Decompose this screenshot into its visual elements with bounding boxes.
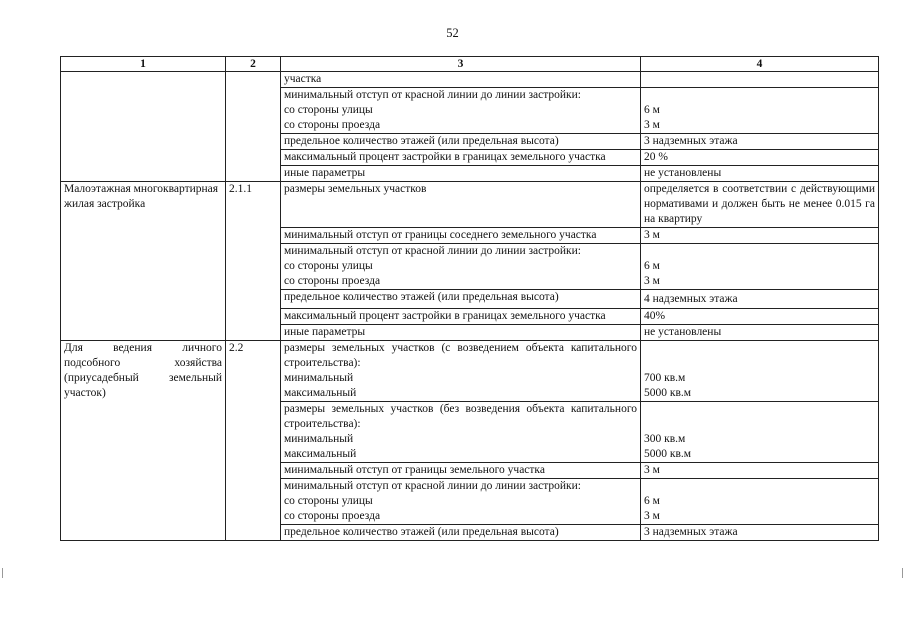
value-cell: не установлены	[641, 166, 879, 182]
parameter-cell: минимальный отступ от границы соседнего земельного участка	[281, 228, 641, 244]
parameter-cell: предельное количество этажей (или предельная высота)	[281, 525, 641, 541]
parameter-line: максимальный	[284, 387, 357, 399]
value-cell	[641, 402, 879, 463]
scan-edge-mark	[2, 568, 3, 578]
parameter-line: минимальный	[284, 433, 354, 445]
value-cell	[641, 72, 879, 88]
parameter-line: минимальный отступ от красной линии до линии застройки:	[284, 89, 581, 101]
parameter-cell	[281, 479, 641, 525]
parameter-line: размеры земельных участков (без возведения объекта капитального строительства):	[284, 403, 637, 430]
use-type-cell: Для ведения личного подсобного хозяйства (приусадебный земельный участок)	[61, 341, 226, 541]
value-cell	[641, 88, 879, 134]
value-cell	[641, 341, 879, 402]
value-line: 6 м	[644, 260, 660, 272]
value-line: 3 м	[644, 119, 660, 131]
value-cell: 3 м	[641, 228, 879, 244]
value-line: 700 кв.м	[644, 372, 686, 384]
value-cell: 3 надземных этажа	[641, 134, 879, 150]
value-cell: 4 надземных этажа	[641, 290, 879, 309]
parameter-cell: иные параметры	[281, 325, 641, 341]
table-row	[61, 72, 879, 88]
parameter-line: со стороны проезда	[284, 275, 381, 287]
value-cell: 40%	[641, 309, 879, 325]
parameter-cell: предельное количество этажей (или предельная высота)	[281, 290, 641, 309]
parameter-cell	[281, 402, 641, 463]
code-cell	[226, 72, 281, 182]
column-header: 3	[281, 57, 641, 72]
parameter-cell: минимальный отступ от границы земельного участка	[281, 463, 641, 479]
value-cell: 20 %	[641, 150, 879, 166]
table-header-row	[61, 57, 879, 72]
value-cell	[641, 244, 879, 290]
value-line: 3 м	[644, 275, 660, 287]
value-cell: 3 м	[641, 463, 879, 479]
parameter-line: со стороны улицы	[284, 260, 373, 272]
code-cell: 2.1.1	[226, 182, 281, 341]
parameter-cell: размеры земельных участков	[281, 182, 641, 228]
column-header: 2	[226, 57, 281, 72]
column-header: 1	[61, 57, 226, 72]
page-number: 52	[446, 26, 459, 40]
parameter-line: минимальный отступ от красной линии до линии застройки:	[284, 245, 581, 257]
parameter-cell	[281, 88, 641, 134]
value-line: 3 м	[644, 510, 660, 522]
parameter-line: максимальный	[284, 448, 357, 460]
parameter-cell	[281, 244, 641, 290]
value-cell: 3 надземных этажа	[641, 525, 879, 541]
table-row	[61, 341, 879, 402]
value-line: 6 м	[644, 495, 660, 507]
parameter-line: размеры земельных участков (с возведением объекта капитального строительства):	[284, 342, 637, 369]
value-line: 5000 кв.м	[644, 387, 692, 399]
parameter-cell	[281, 341, 641, 402]
parameter-cell: максимальный процент застройки в границах земельного участка	[281, 150, 641, 166]
value-line: 5000 кв.м	[644, 448, 692, 460]
parameter-line: со стороны проезда	[284, 119, 381, 131]
parameter-line: со стороны улицы	[284, 495, 373, 507]
parameter-cell: максимальный процент застройки в границах земельного участка	[281, 309, 641, 325]
parameter-line: со стороны проезда	[284, 510, 381, 522]
value-cell: определяется в соответствии с действующими нормативами и должен быть не менее 0.015 га на квартиру	[641, 182, 879, 228]
parameter-line: со стороны улицы	[284, 104, 373, 116]
parameter-cell: предельное количество этажей (или предельная высота)	[281, 134, 641, 150]
value-line: 300 кв.м	[644, 433, 686, 445]
value-line: 6 м	[644, 104, 660, 116]
land-use-parameters-table	[60, 56, 879, 541]
value-cell	[641, 479, 879, 525]
value-cell: не установлены	[641, 325, 879, 341]
parameter-cell: участка	[281, 72, 641, 88]
use-type-cell: Малоэтажная многоквартирная жилая застройка	[61, 182, 226, 341]
parameter-cell: иные параметры	[281, 166, 641, 182]
scan-edge-mark	[902, 568, 903, 578]
table-row	[61, 182, 879, 228]
code-cell: 2.2	[226, 341, 281, 541]
parameter-line: минимальный отступ от красной линии до линии застройки:	[284, 480, 581, 492]
column-header: 4	[641, 57, 879, 72]
use-type-cell	[61, 72, 226, 182]
parameter-line: минимальный	[284, 372, 354, 384]
